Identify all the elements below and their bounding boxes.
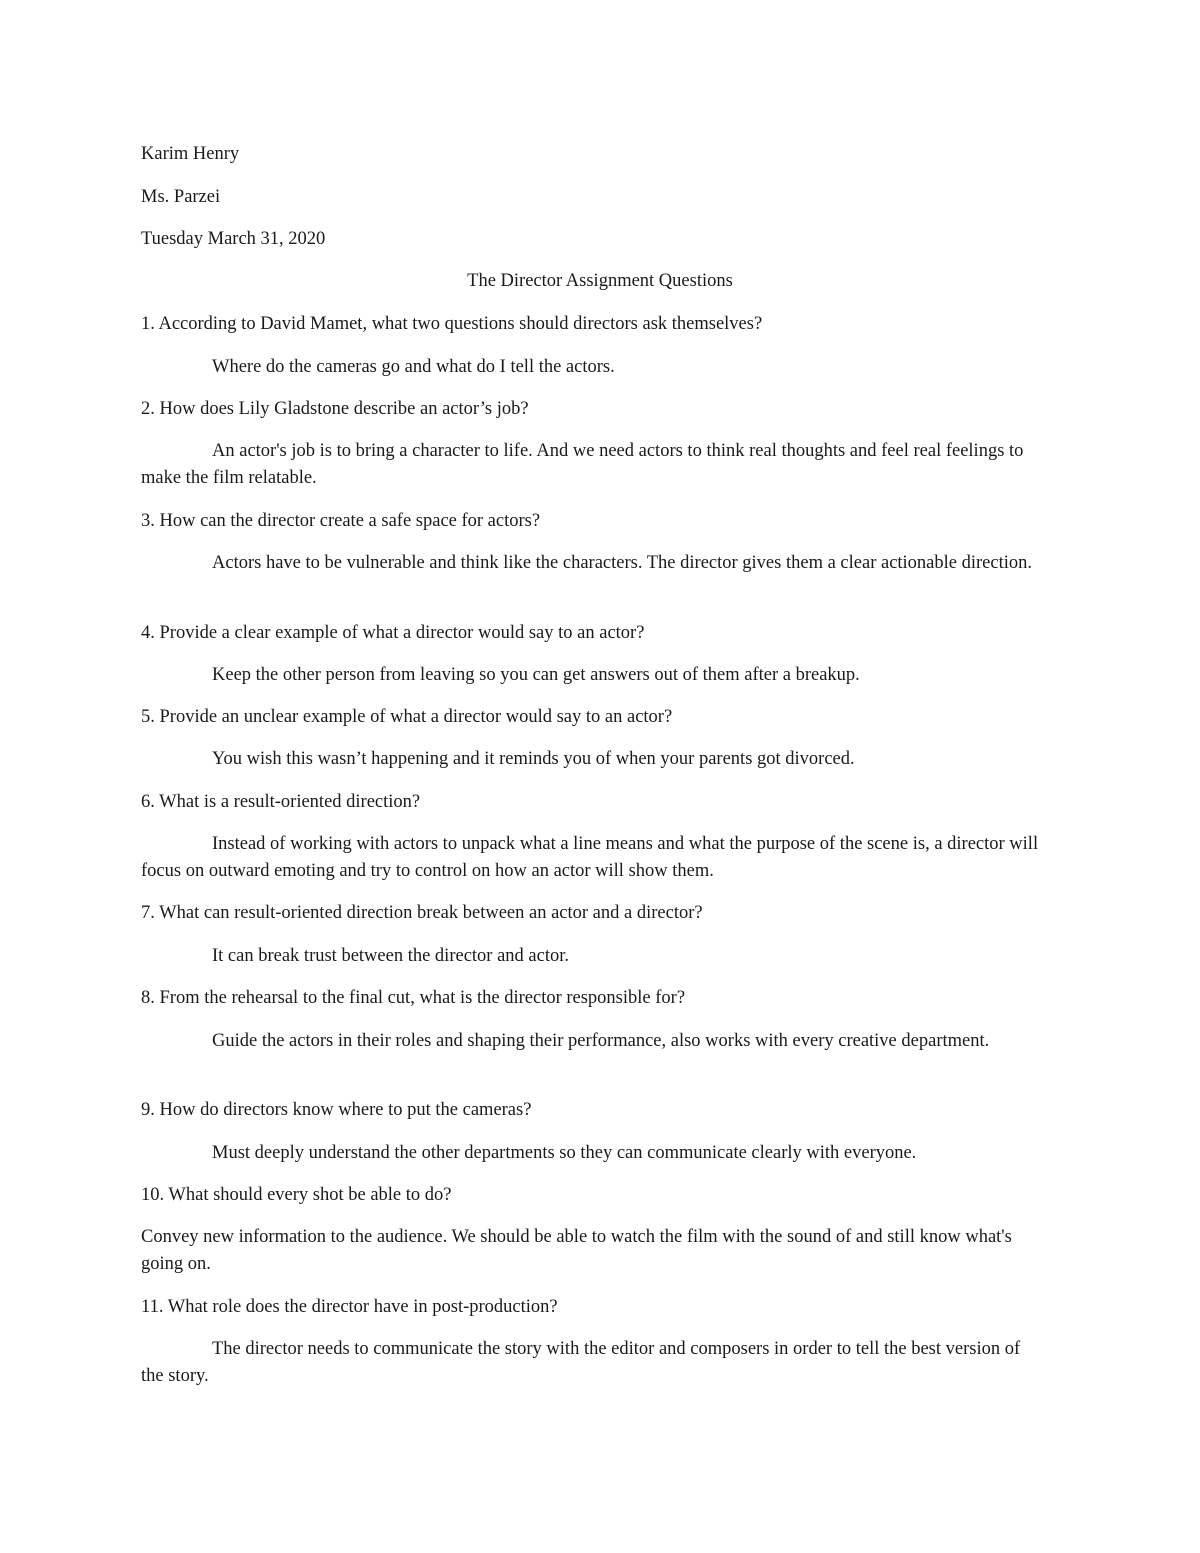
question-9: 9. How do directors know where to put the cameras? (141, 1100, 532, 1120)
document-title: The Director Assignment Questions (467, 271, 733, 291)
question-3: 3. How can the director create a safe space for actors? (141, 511, 541, 531)
question-6: 6. What is a result-oriented direction? (141, 792, 421, 812)
answer-4: Keep the other person from leaving so you can get answers out of them after a breakup. (212, 665, 860, 685)
student-name: Karim Henry (141, 144, 240, 164)
question-11: 11. What role does the director have in post-production? (141, 1297, 558, 1317)
question-5: 5. Provide an unclear example of what a director would say to an actor? (141, 707, 673, 727)
question-2: 2. How does Lily Gladstone describe an actor’s job? (141, 399, 529, 419)
answer-9: Must deeply understand the other departments so they can communicate clearly with everyone. (212, 1143, 917, 1163)
teacher-name: Ms. Parzei (141, 187, 221, 207)
answer-10: Convey new information to the audience. We should be able to watch the film with the sound of and still know what's going on. (141, 1227, 1012, 1274)
question-4: 4. Provide a clear example of what a director would say to an actor? (141, 623, 645, 643)
answer-7: It can break trust between the director and actor. (212, 946, 569, 966)
answer-8: Guide the actors in their roles and shaping their performance, also works with every creative department. (212, 1031, 990, 1051)
answer-5: You wish this wasn’t happening and it reminds you of when your parents got divorced. (212, 749, 855, 769)
answer-1: Where do the cameras go and what do I tell the actors. (212, 357, 615, 377)
question-7: 7. What can result-oriented direction break between an actor and a director? (141, 903, 703, 923)
question-10: 10. What should every shot be able to do? (141, 1185, 452, 1205)
answer-6: Instead of working with actors to unpack what a line means and what the purpose of the scene is, a director will focus on outward emoting and try to control on how an actor will show them. (141, 834, 1039, 881)
question-8: 8. From the rehearsal to the final cut, what is the director responsible for? (141, 988, 686, 1008)
answer-11: The director needs to communicate the story with the editor and composers in order to tell the best version of the story. (141, 1339, 1021, 1386)
answer-2: An actor's job is to bring a character to life. And we need actors to think real thoughts and feel real feelings to make the film relatable. (141, 441, 1024, 488)
question-1: 1. According to David Mamet, what two questions should directors ask themselves? (141, 314, 763, 334)
date: Tuesday March 31, 2020 (141, 229, 326, 249)
answer-3: Actors have to be vulnerable and think like the characters. The director gives them a clear actionable direction. (212, 553, 1032, 573)
